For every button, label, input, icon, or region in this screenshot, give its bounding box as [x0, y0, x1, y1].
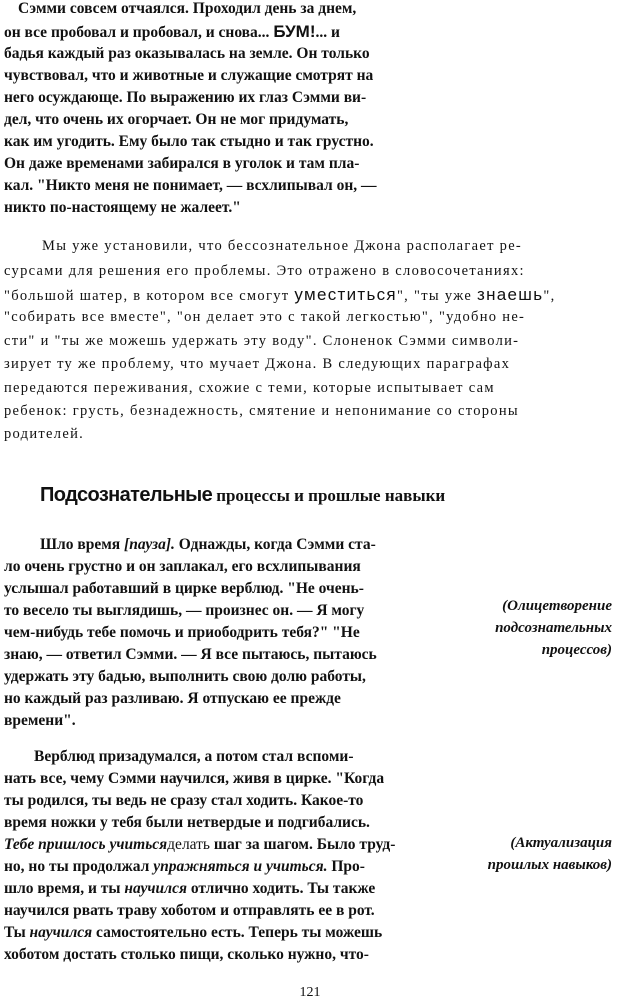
text-line: "собирать все вместе", "он делает это с такой легкостью", "удобно не-	[4, 309, 526, 325]
text-span: Про-	[331, 858, 365, 875]
text-span: Ты	[4, 924, 26, 941]
italic-span: Тебе пришлось учиться	[4, 836, 168, 853]
text-line: родителей.	[4, 426, 85, 442]
text-line: но каждый раз разливаю. Я отпускаю ее прежде	[4, 690, 341, 707]
text-line: чем-нибудь тебе помочь и приободрить тебя?" "Не	[4, 624, 360, 641]
text-line	[4, 836, 395, 854]
text-line: как им угодить. Ему было так стыдно и так грустно.	[4, 133, 374, 150]
text-line: Верблюд призадумался, а потом стал вспоми-	[34, 748, 354, 765]
heading-part: процессы и прошлые навыки	[216, 486, 446, 505]
text-span: он все пробовал и пробовал, и снова...	[4, 24, 270, 41]
text-span: ... и	[315, 24, 340, 41]
text-span: отлично ходить. Ты также	[190, 880, 376, 897]
text-line: хоботом достать столько пищи, сколько нужно, что-	[4, 946, 369, 963]
text-line: кал. "Никто меня не понимает, — всхлипывал он, —	[4, 177, 377, 194]
text-span: шло время, и ты	[4, 880, 121, 897]
text-line: Мы уже установили, что бессознательное Джона располагает ре-	[42, 238, 523, 254]
text-span: ",	[543, 288, 556, 304]
text-line: зирует ту же проблему, что мучает Джона. В следующих параграфах	[4, 356, 511, 372]
note-line: (Олицетворение	[502, 598, 612, 614]
text-span: делать	[167, 836, 210, 853]
text-line: научился рвать траву хоботом и отправлять ее в рот.	[4, 902, 375, 919]
text-line: сти" и "ты же можешь удержать эту воду". Слоненок Сэмми символи-	[4, 333, 520, 349]
text-span: "большой шатер, в котором все смогут	[4, 288, 290, 304]
text-span: самостоятельно есть. Теперь ты можешь	[96, 924, 383, 941]
text-line	[4, 22, 340, 42]
margin-note-1	[495, 595, 612, 661]
text-line: услышал работавший в цирке верблюд. "Не очень-	[4, 580, 364, 597]
text-line: ты родился, ты ведь не сразу стал ходить. Какое-то	[4, 792, 364, 809]
margin-note-2	[488, 832, 612, 876]
text-line: знаю, — ответил Сэмми. — Я все пытаюсь, пытаюсь	[4, 646, 377, 663]
text-line	[4, 858, 365, 876]
text-line	[40, 536, 376, 554]
pause-marker: [пауза].	[124, 536, 175, 553]
text-line	[4, 924, 382, 942]
italic-span: упражняться и учиться.	[153, 858, 328, 875]
emphasis-word: знаешь	[477, 285, 544, 304]
text-line: ребенок: грусть, безнадежность, смятение и непонимание со стороны	[4, 403, 519, 419]
text-line: Сэмми совсем отчаялся. Проходил день за днем,	[18, 0, 357, 17]
text-line: то весело ты выглядишь, — произнес он. — Я могу	[4, 602, 365, 619]
text-span: Шло время	[40, 536, 121, 553]
text-line: Он даже временами забирался в уголок и там пла-	[4, 155, 360, 172]
text-line: сурсами для решения его проблемы. Это отражено в словосочетаниях:	[4, 263, 525, 279]
text-line: бадья каждый раз оказывалась на земле. Он только	[4, 45, 370, 62]
section-heading	[40, 484, 445, 507]
text-line: никто по-настоящему не жалеет."	[4, 199, 241, 216]
italic-span: научился	[124, 880, 187, 897]
note-line: прошлых навыков)	[487, 857, 612, 873]
text-line: передаются переживания, схожие с теми, которые испытывает сам	[4, 380, 495, 396]
boom-word: БУМ!	[273, 22, 316, 41]
text-line: него осуждающе. По выражению их глаз Сэмми ви-	[4, 89, 367, 106]
text-line: ло очень грустно и он заплакал, его всхлипывания	[4, 558, 361, 575]
text-span: Однажды, когда Сэмми ста-	[178, 536, 376, 553]
text-line	[4, 880, 375, 898]
heading-part: Подсознательные	[40, 484, 213, 506]
note-line: (Актуализация	[510, 835, 612, 851]
text-line: чувствовал, что и животные и служащие смотрят на	[4, 67, 374, 84]
italic-span: научился	[29, 924, 93, 941]
text-line: нать все, чему Сэмми научился, живя в цирке. "Когда	[4, 770, 385, 787]
emphasis-word: уместиться	[294, 285, 397, 304]
text-span: ", "ты уже	[396, 288, 473, 304]
text-span: но, но ты продолжал	[4, 858, 150, 875]
text-line: удержать эту бадью, выполнить свою долю работы,	[4, 668, 366, 685]
text-span: шаг за шагом. Было труд-	[213, 836, 396, 853]
note-line: процессов)	[541, 642, 612, 658]
text-line: дел, что очень их огорчает. Он не мог придумать,	[4, 111, 349, 128]
page-number: 121	[299, 985, 321, 1000]
text-line: времени".	[4, 712, 76, 729]
text-line: время ножки у тебя были нетвердые и подгибались.	[4, 814, 370, 831]
note-line: подсознательных	[495, 620, 612, 636]
text-line	[4, 285, 556, 305]
